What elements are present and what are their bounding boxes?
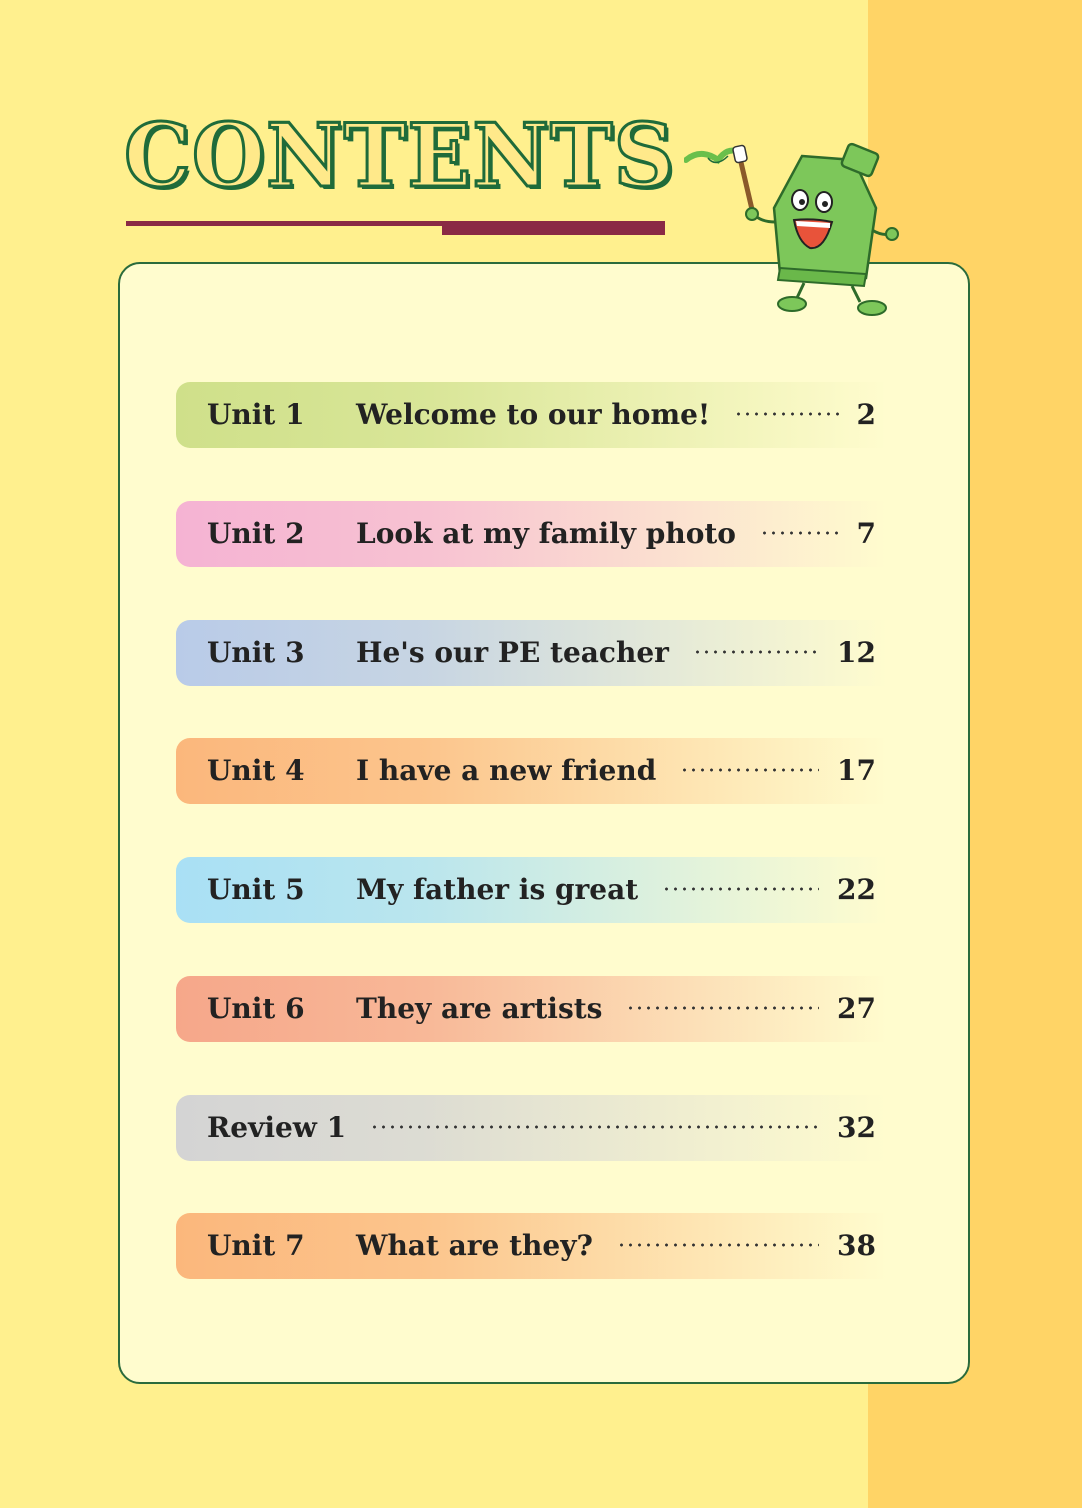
- toc-page-number: 12: [837, 636, 876, 669]
- toc-entry[interactable]: [176, 1095, 888, 1161]
- toc-dot-leader: [760, 531, 839, 535]
- toc-title: I have a new friend: [356, 754, 657, 787]
- toc-entry[interactable]: [176, 501, 888, 567]
- toc-dot-leader: [662, 887, 819, 891]
- toc-unit-label: Unit 2: [207, 517, 305, 550]
- toc-title: Look at my family photo: [356, 517, 736, 550]
- toc-title: Welcome to our home!: [356, 398, 711, 431]
- page-title: CONTENTS: [124, 103, 676, 207]
- toc-entry[interactable]: [176, 857, 888, 923]
- toc-dot-leader: [734, 412, 839, 416]
- toc-title: He's our PE teacher: [356, 636, 669, 669]
- toc-unit-label: Unit 5: [207, 873, 305, 906]
- toc-page-number: 17: [837, 754, 876, 787]
- toc-dot-leader: [626, 1006, 819, 1010]
- toc-page-number: 22: [837, 873, 876, 906]
- toc-unit-label: Unit 3: [207, 636, 305, 669]
- title-underline: [126, 221, 444, 226]
- toc-page-number: 2: [856, 398, 876, 431]
- toc-title: My father is great: [356, 873, 639, 906]
- toc-dot-leader: [370, 1125, 819, 1129]
- toc-page-number: 32: [837, 1111, 876, 1144]
- toc-page-number: 7: [856, 517, 876, 550]
- toc-page-number: 38: [837, 1229, 876, 1262]
- toc-unit-label: Unit 7: [207, 1229, 305, 1262]
- toc-entry[interactable]: [176, 738, 888, 804]
- toc-unit-label: Unit 4: [207, 754, 305, 787]
- toc-title: They are artists: [356, 992, 603, 1025]
- toc-entry[interactable]: [176, 620, 888, 686]
- toc-dot-leader: [680, 768, 819, 772]
- toc-dot-leader: [617, 1243, 819, 1247]
- toc-unit-label: Review 1: [207, 1111, 347, 1144]
- toc-page-number: 27: [837, 992, 876, 1025]
- toc-unit-label: Unit 6: [207, 992, 305, 1025]
- paint-tube-mascot-icon: [684, 138, 902, 320]
- toc-dot-leader: [693, 650, 819, 654]
- toc-entry[interactable]: [176, 976, 888, 1042]
- title-underline-bar: [442, 221, 665, 235]
- toc-title: What are they?: [356, 1229, 593, 1262]
- toc-entry[interactable]: [176, 1213, 888, 1279]
- toc-entry[interactable]: [176, 382, 888, 448]
- toc-unit-label: Unit 1: [207, 398, 305, 431]
